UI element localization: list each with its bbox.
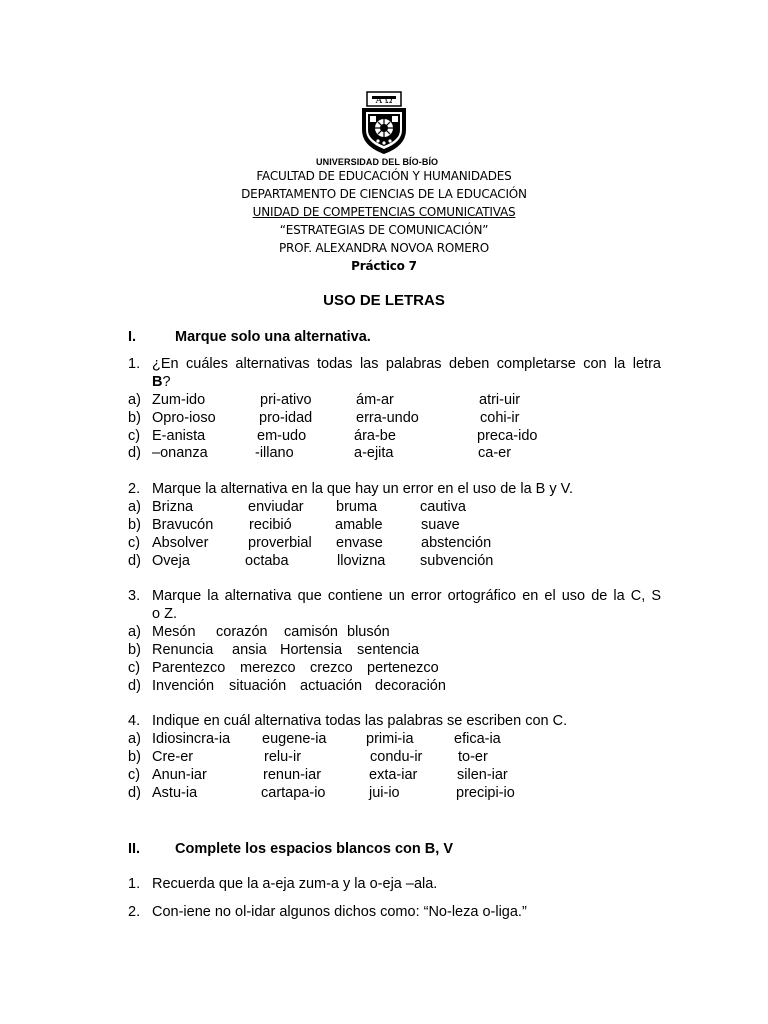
university-seal-logo bbox=[358, 90, 410, 156]
option-word: suave bbox=[421, 517, 460, 533]
option-word: cautiva bbox=[420, 499, 466, 515]
item-number: 1. bbox=[128, 876, 141, 892]
option-word: relu-ir bbox=[264, 749, 302, 765]
question-3-continuation: o Z. bbox=[152, 606, 177, 622]
option-word: cohi-ir bbox=[480, 410, 520, 426]
question-number: 1. bbox=[128, 356, 141, 372]
department-line: DEPARTAMENTO DE CIENCIAS DE LA EDUCACIÓN bbox=[241, 187, 527, 201]
item-text: Recuerda que la a-eja zum-a y la o-eja –ala. bbox=[152, 876, 438, 892]
option-word: Oveja bbox=[152, 553, 190, 569]
page-title: USO DE LETRAS bbox=[323, 292, 445, 309]
option-word: ára-be bbox=[354, 428, 396, 444]
option-word: Parentezco bbox=[152, 660, 226, 676]
option-word: Renuncia bbox=[152, 642, 214, 658]
option-word: amable bbox=[335, 517, 383, 533]
option-word: -illano bbox=[255, 445, 294, 461]
option-word: a-ejita bbox=[354, 445, 394, 461]
question-1-continuation bbox=[152, 374, 171, 391]
option-word: Zum-ido bbox=[152, 392, 206, 408]
course-line: “ESTRATEGIAS DE COMUNICACIÓN” bbox=[279, 223, 489, 237]
faculty-line: FACULTAD DE EDUCACIÓN Y HUMANIDADES bbox=[256, 169, 512, 183]
option-word: cartapa-io bbox=[261, 785, 326, 801]
option-word: ám-ar bbox=[356, 392, 394, 408]
option-word: sentencia bbox=[357, 642, 420, 658]
option-letter: a) bbox=[128, 624, 141, 640]
option-letter: d) bbox=[128, 445, 141, 461]
question-mark: ? bbox=[162, 374, 171, 390]
item-text: Con-iene no ol-idar algunos dichos como: “No-leza o-liga.” bbox=[152, 904, 527, 920]
option-letter: a) bbox=[128, 731, 141, 747]
option-word: precipi-io bbox=[456, 785, 515, 801]
option-word: to-er bbox=[458, 749, 488, 765]
professor-line: PROF. ALEXANDRA NOVOA ROMERO bbox=[279, 241, 489, 255]
option-word: enviudar bbox=[248, 499, 304, 515]
option-letter: b) bbox=[128, 749, 141, 765]
university-name: UNIVERSIDAD DEL BÍO-BÍO bbox=[316, 157, 439, 167]
option-letter: c) bbox=[128, 535, 141, 551]
option-word: bruma bbox=[336, 499, 378, 515]
option-word: camisón bbox=[284, 624, 338, 640]
section1-numeral: I. bbox=[128, 329, 137, 345]
question-number: 2. bbox=[128, 481, 141, 497]
option-letter: d) bbox=[128, 678, 141, 694]
option-word: ca-er bbox=[478, 445, 512, 461]
option-word: recibió bbox=[249, 517, 292, 533]
logo-letters: A Ω bbox=[375, 96, 393, 106]
option-letter: a) bbox=[128, 499, 141, 515]
option-word: Brizna bbox=[152, 499, 194, 515]
question-text: Indique en cuál alternativa todas las palabras se escriben con C. bbox=[152, 713, 568, 729]
option-word: subvención bbox=[420, 553, 494, 569]
option-word: Anun-iar bbox=[152, 767, 207, 783]
unit-text: UNIDAD DE COMPETENCIAS COMUNICATIVAS bbox=[252, 205, 516, 219]
option-word: pro-idad bbox=[259, 410, 313, 426]
section1-heading: Marque solo una alternativa. bbox=[175, 329, 371, 345]
option-word: decoración bbox=[375, 678, 446, 694]
option-word: corazón bbox=[216, 624, 268, 640]
option-word: Mesón bbox=[152, 624, 196, 640]
option-word: crezco bbox=[310, 660, 353, 676]
option-word: octaba bbox=[245, 553, 289, 569]
option-word: Cre-er bbox=[152, 749, 194, 765]
option-word: proverbial bbox=[248, 535, 312, 551]
unit-line bbox=[0, 203, 768, 221]
option-letter: b) bbox=[128, 642, 141, 658]
option-letter: b) bbox=[128, 517, 141, 533]
option-word: actuación bbox=[300, 678, 363, 694]
question-number: 4. bbox=[128, 713, 141, 729]
option-letter: b) bbox=[128, 410, 141, 426]
question-text: Marque la alternativa en la que hay un error en el uso de la B y V. bbox=[152, 481, 574, 497]
bold-letter: B bbox=[152, 374, 163, 390]
option-word: llovizna bbox=[337, 553, 386, 569]
option-word: merezco bbox=[240, 660, 296, 676]
option-letter: c) bbox=[128, 428, 141, 444]
option-word: E-anista bbox=[152, 428, 206, 444]
option-letter: d) bbox=[128, 553, 141, 569]
option-word: atri-uir bbox=[479, 392, 521, 408]
option-word: silen-iar bbox=[457, 767, 508, 783]
option-word: blusón bbox=[347, 624, 390, 640]
option-word: Absolver bbox=[152, 535, 209, 551]
option-word: Astu-ia bbox=[152, 785, 198, 801]
option-word: jui-io bbox=[369, 785, 400, 801]
option-word: em-udo bbox=[257, 428, 307, 444]
question-text: Marque la alternativa que contiene un error ortográfico en el uso de la C, S bbox=[152, 588, 661, 604]
option-word: condu-ir bbox=[370, 749, 423, 765]
option-word: envase bbox=[336, 535, 383, 551]
option-word: pri-ativo bbox=[260, 392, 312, 408]
question-text: ¿En cuáles alternativas todas las palabras deben completarse con la letra bbox=[152, 356, 661, 372]
option-word: Idiosincra-ia bbox=[152, 731, 231, 747]
option-word: Hortensia bbox=[280, 642, 343, 658]
option-letter: d) bbox=[128, 785, 141, 801]
option-word: Opro-ioso bbox=[152, 410, 216, 426]
item-number: 2. bbox=[128, 904, 141, 920]
option-word: efica-ia bbox=[454, 731, 501, 747]
question-number: 3. bbox=[128, 588, 141, 604]
option-word: preca-ido bbox=[477, 428, 538, 444]
option-word: erra-undo bbox=[356, 410, 419, 426]
option-word: pertenezco bbox=[367, 660, 439, 676]
option-word: Bravucón bbox=[152, 517, 214, 533]
option-letter: c) bbox=[128, 660, 141, 676]
section2-heading: Complete los espacios blancos con B, V bbox=[175, 841, 453, 857]
practice-line: Práctico 7 bbox=[351, 259, 417, 273]
option-word: Invención bbox=[152, 678, 215, 694]
option-word: abstención bbox=[421, 535, 492, 551]
option-word: situación bbox=[229, 678, 287, 694]
option-word: –onanza bbox=[152, 445, 208, 461]
option-word: ansia bbox=[232, 642, 267, 658]
section2-numeral: II. bbox=[128, 841, 141, 857]
option-letter: c) bbox=[128, 767, 141, 783]
option-word: primi-ia bbox=[366, 731, 414, 747]
option-word: exta-iar bbox=[369, 767, 418, 783]
option-letter: a) bbox=[128, 392, 141, 408]
option-word: eugene-ia bbox=[262, 731, 327, 747]
option-word: renun-iar bbox=[263, 767, 322, 783]
